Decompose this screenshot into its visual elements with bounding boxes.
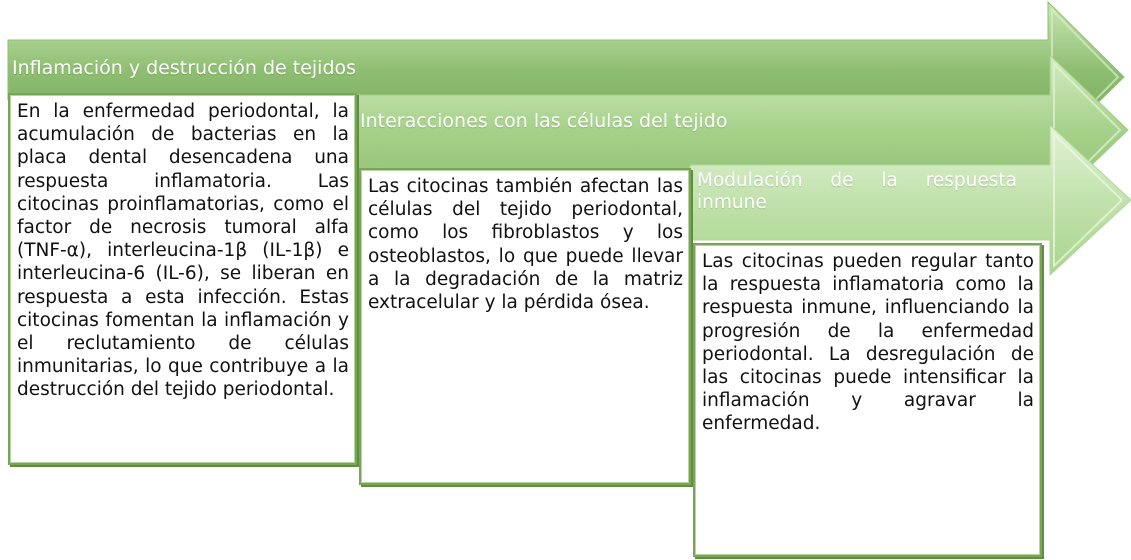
step-2-box xyxy=(359,168,691,485)
step-3-box xyxy=(693,243,1042,557)
step-2-body: Las citocinas también afectan las células del tejido periodontal, como los fibroblastos y los osteoblastos, lo que puede llevar a la degradación de la matriz extracelular y la pérdida ósea. xyxy=(368,176,683,314)
step-1-body: En la enfermedad periodontal, la acumulación de bacterias en la placa dental desencadena una respuesta inflamatoria. Las citocinas proinflamatorias, como el factor de necrosis tumoral alfa (TNF-α), interleucina-1β (IL-1β) e interleucina-6 (IL-6), se liberan en respuesta a esta infección. Estas citocinas fomentan la inflamación y el reclutamiento de células inmunitarias, lo que contribuye a la destrucción del tejido periodontal. xyxy=(17,101,349,401)
step-3-title: Modulación de la respuesta inmune xyxy=(697,170,1017,213)
step-2-title: Interacciones con las células del tejido xyxy=(360,110,728,132)
step-3-body: Las citocinas pueden regular tanto la respuesta inflamatoria como la respuesta inmune, influenciando la progresión de la enfermedad periodontal. La desregulación de las citocinas puede intensificar la inflamación y agravar la enfermedad. xyxy=(702,251,1034,435)
step-1-title: Inflamación y destrucción de tejidos xyxy=(12,57,357,79)
step-1-box xyxy=(8,93,357,465)
